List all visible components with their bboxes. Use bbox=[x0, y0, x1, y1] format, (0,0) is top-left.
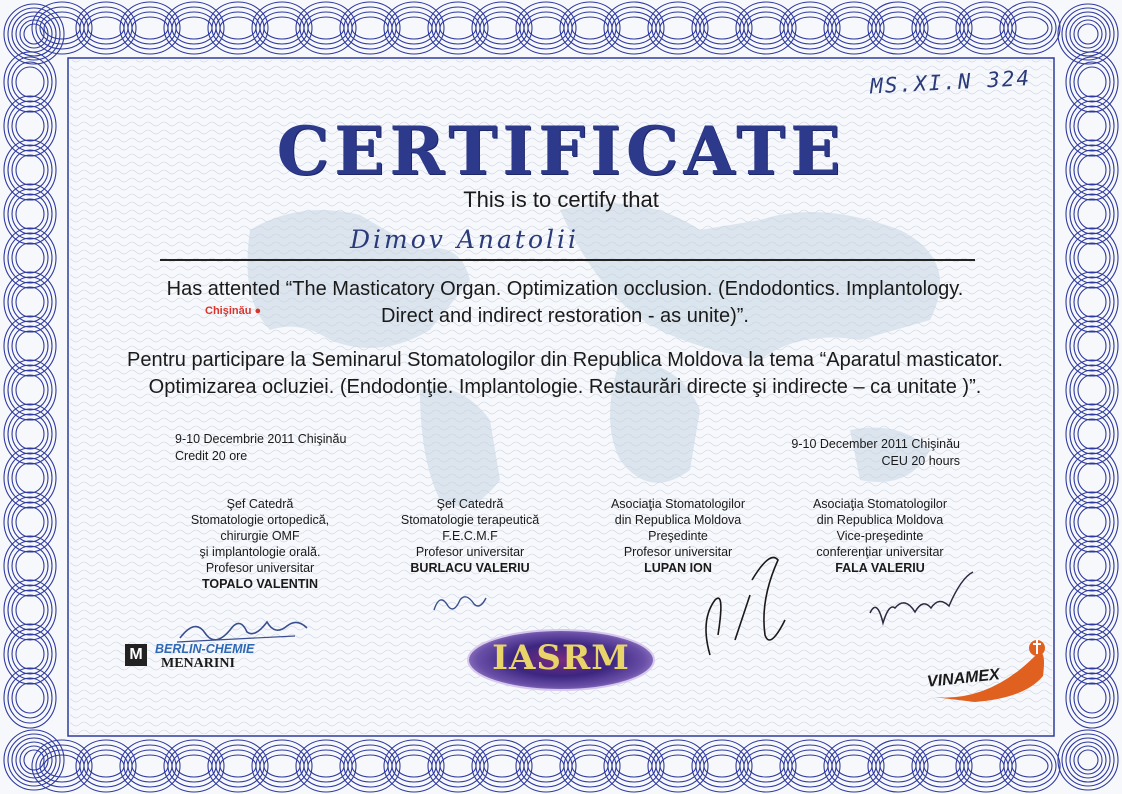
berlin-chemie-logo bbox=[125, 642, 295, 672]
signatory-4 bbox=[780, 496, 980, 576]
credit-ro: Credit 20 ore bbox=[175, 449, 248, 463]
signatory-role-line: conferenţiar universitar bbox=[816, 545, 944, 559]
signatory-role-line: Preşedinte bbox=[648, 529, 708, 543]
signatory-role-line: Şef Catedră bbox=[436, 497, 504, 511]
certify-line: This is to certify that bbox=[463, 187, 659, 212]
course-en-line: Has attented “The Masticatory Organ. Optimization occlusion. (Endodontics. Implantology. bbox=[166, 278, 964, 300]
signatory-name: TOPALO VALENTIN bbox=[202, 577, 318, 591]
vinamex-logo bbox=[915, 636, 1055, 706]
menarini-text: MENARINI bbox=[161, 656, 235, 671]
signatory-role-line: chirurgie OMF bbox=[220, 529, 300, 543]
course-description-ro bbox=[120, 347, 1010, 401]
signatory-role-line: din Republica Moldova bbox=[816, 513, 944, 527]
signatory-role-line: Profesor universitar bbox=[205, 561, 315, 575]
signatory-role-line: Asociaţia Stomatologilor bbox=[610, 497, 746, 511]
date-credit-ro bbox=[175, 431, 415, 465]
signatory-role-line: Şef Catedră bbox=[226, 497, 294, 511]
date-ro: 9-10 Decembrie 2011 Chişinău bbox=[175, 432, 347, 446]
course-ro-line: Optimizarea ocluziei. (Endodonţie. Implantologie. Restaurări directe şi indirecte – ca unitate )”. bbox=[148, 376, 982, 398]
signatory-role-line: Profesor universitar bbox=[623, 545, 733, 559]
course-en-line: Direct and indirect restoration - as unite)”. bbox=[381, 305, 749, 327]
name-underline bbox=[160, 259, 975, 261]
signatory-name: LUPAN ION bbox=[644, 561, 712, 575]
signatory-name: FALA VALERIU bbox=[835, 561, 925, 575]
recipient-name: Dimov Anatolii bbox=[350, 225, 580, 254]
signatory-role-line: Profesor universitar bbox=[415, 545, 525, 559]
signatory-role-line: Vice-preşedinte bbox=[836, 529, 924, 543]
signatory-role-line: Stomatologie terapeutică bbox=[400, 513, 540, 527]
signatory-name: BURLACU VALERIU bbox=[410, 561, 530, 575]
iasrm-hologram-seal bbox=[466, 628, 656, 692]
stamp-dot-icon: ● bbox=[254, 305, 262, 317]
course-ro-line: Pentru participare la Seminarul Stomatologilor din Republica Moldova la tema “Aparatul masticator. bbox=[127, 349, 1003, 371]
signatory-role-line: Asociaţia Stomatologilor bbox=[812, 497, 948, 511]
serial-number: MS.XI.N 324 bbox=[869, 66, 1032, 99]
signature-lupan bbox=[690, 540, 800, 670]
berlin-chemie-text: BERLIN-CHEMIE bbox=[155, 642, 255, 656]
certificate-title: CERTIFICATE bbox=[276, 112, 846, 190]
signatory-1 bbox=[160, 496, 360, 592]
signature-fala bbox=[865, 568, 985, 638]
signature-burlacu bbox=[430, 588, 490, 616]
city-stamp-text: Chişinău bbox=[205, 305, 252, 317]
signatory-role-line: şi implantologie orală. bbox=[199, 545, 321, 559]
vinamex-text: VINAMEX bbox=[926, 666, 1001, 691]
signatory-role-line: Stomatologie ortopedică, bbox=[190, 513, 330, 527]
signatory-2 bbox=[370, 496, 570, 576]
date-credit-en bbox=[720, 436, 960, 470]
menarini-m-icon: M bbox=[125, 644, 147, 666]
signatory-role-line: din Republica Moldova bbox=[614, 513, 742, 527]
credit-en: CEU 20 hours bbox=[881, 454, 960, 468]
seal-text: IASRM bbox=[492, 638, 630, 678]
city-stamp bbox=[205, 305, 261, 317]
course-description-en bbox=[140, 276, 990, 330]
signatory-role-line: F.E.C.M.F bbox=[442, 529, 498, 543]
date-en: 9-10 December 2011 Chişinău bbox=[791, 437, 960, 451]
